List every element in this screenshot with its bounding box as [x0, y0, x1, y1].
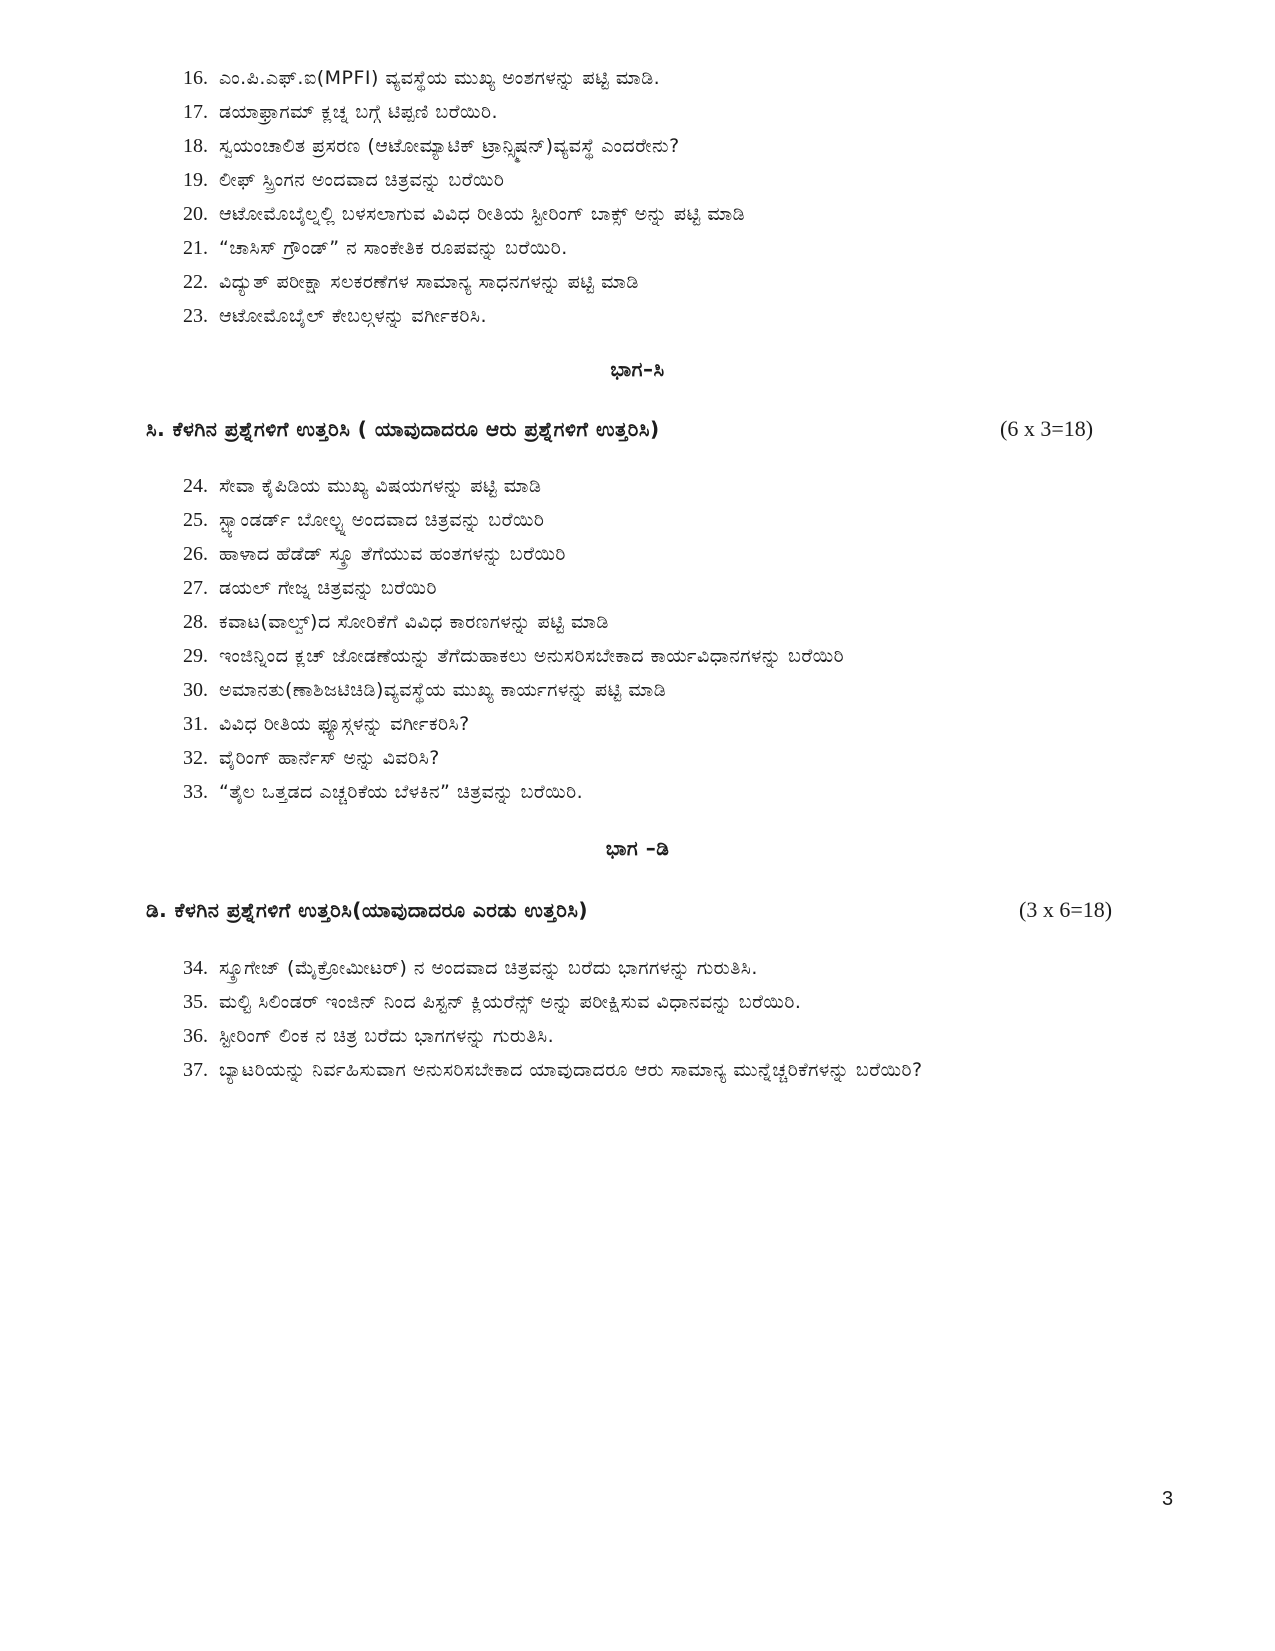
question-item: [183, 1019, 1183, 1053]
question-item: [183, 707, 1183, 741]
question-list-b: [183, 61, 1183, 333]
question-text: ಲೀಫ್ ಸ್ಪ್ರಿಂಗನ ಅಂದವಾದ ಚಿತ್ರವನ್ನು ಬರೆಯಿರಿ: [219, 169, 505, 191]
question-list-c: [183, 469, 1183, 809]
page-number: 3: [1162, 1488, 1174, 1510]
question-number: 26.: [183, 543, 208, 565]
question-text: ಎಂ.ಪಿ.ಎಫ್.ಐ(MPFI) ವ್ಯವಸ್ಥೆಯ ಮುಖ್ಯ ಅಂಶಗಳನ್ನು ಪಟ್ಟಿ ಮಾಡಿ.: [219, 67, 661, 89]
question-item: [183, 299, 1183, 333]
question-number: 19.: [183, 169, 208, 191]
question-item: [183, 951, 1183, 985]
question-item: [183, 95, 1183, 129]
question-text: ಸ್ಕ್ರೂಗೇಜ್ (ಮೈಕ್ರೋಮೀಟರ್) ನ ಅಂದವಾದ ಚಿತ್ರವನ್ನು ಬರೆದು ಭಾಗಗಳನ್ನು ಗುರುತಿಸಿ.: [219, 957, 758, 979]
question-number: 30.: [183, 679, 208, 701]
question-item: [183, 231, 1183, 265]
question-item: [183, 537, 1183, 571]
question-number: 36.: [183, 1025, 208, 1047]
question-number: 18.: [183, 135, 208, 157]
question-number: 21.: [183, 237, 208, 259]
question-number: 27.: [183, 577, 208, 599]
question-text: ಸ್ವಯಂಚಾಲಿತ ಪ್ರಸರಣ (ಆಟೋಮ್ಯಾಟಿಕ್ ಟ್ರಾನ್ಸ್ಮಿಷನ್)ವ್ಯವಸ್ಥೆ ಎಂದರೇನು?: [219, 135, 680, 157]
question-item: [183, 163, 1183, 197]
question-number: 37.: [183, 1059, 208, 1081]
question-text: ವಿದ್ಯುತ್ ಪರೀಕ್ಷಾ ಸಲಕರಣೆಗಳ ಸಾಮಾನ್ಯ ಸಾಧನಗಳನ್ನು ಪಟ್ಟಿ ಮಾಡಿ: [219, 271, 639, 293]
question-number: 17.: [183, 101, 208, 123]
question-item: [183, 265, 1183, 299]
question-text: ಬ್ಯಾಟರಿಯನ್ನು ನಿರ್ವಹಿಸುವಾಗ ಅನುಸರಿಸಬೇಕಾದ ಯಾವುದಾದರೂ ಆರು ಸಾಮಾನ್ಯ ಮುನ್ನೆಚ್ಚರಿಕೆಗಳನ್ನು ಬರೆಯಿರಿ?: [219, 1059, 923, 1081]
question-number: 28.: [183, 611, 208, 633]
question-number: 24.: [183, 475, 208, 497]
question-text: ಡಯಲ್ ಗೇಜ್ನ ಚಿತ್ರವನ್ನು ಬರೆಯಿರಿ: [219, 577, 438, 599]
section-d-instruction: ಡಿ. ಕೆಳಗಿನ ಪ್ರಶ್ನೆಗಳಿಗೆ ಉತ್ತರಿಸಿ(ಯಾವುದಾದರೂ ಎರಡು ಉತ್ತರಿಸಿ): [146, 898, 589, 922]
section-d-title: ಭಾಗ –ಡಿ: [605, 836, 670, 860]
question-number: 29.: [183, 645, 208, 667]
question-item: [183, 985, 1183, 1019]
question-number: 25.: [183, 509, 208, 531]
question-number: 34.: [183, 957, 208, 979]
question-text: ಮಲ್ಟಿ ಸಿಲಿಂಡರ್ ಇಂಜಿನ್ ನಿಂದ ಪಿಸ್ಟನ್ ಕ್ಲಿಯರೆನ್ಸ್ ಅನ್ನು ಪರೀಕ್ಷಿಸುವ ವಿಧಾನವನ್ನು ಬರೆಯಿರಿ.: [219, 991, 802, 1013]
question-text: ವೈರಿಂಗ್ ಹಾರ್ನೆಸ್ ಅನ್ನು ವಿವರಿಸಿ?: [219, 747, 440, 769]
question-number: 32.: [183, 747, 208, 769]
question-number: 20.: [183, 203, 208, 225]
question-text: ಇಂಜಿನ್ನಿಂದ ಕ್ಲಚ್ ಜೋಡಣೆಯನ್ನು ತೆಗೆದುಹಾಕಲು ಅನುಸರಿಸಬೇಕಾದ ಕಾರ್ಯವಿಧಾನಗಳನ್ನು ಬರೆಯಿರಿ: [219, 645, 845, 667]
question-text: ವಿವಿಧ ರೀತಿಯ ಫ್ಯೂಸ್ಗಳನ್ನು ವರ್ಗೀಕರಿಸಿ?: [219, 713, 470, 735]
question-item: [183, 469, 1183, 503]
question-text: ಆಟೋಮೊಬೈಲ್ನಲ್ಲಿ ಬಳಸಲಾಗುವ ವಿವಿಧ ರೀತಿಯ ಸ್ಟೀರಿಂಗ್ ಬಾಕ್ಸ್ ಅನ್ನು ಪಟ್ಟಿ ಮಾಡಿ: [219, 203, 746, 225]
question-item: [183, 639, 1183, 673]
question-item: [183, 197, 1183, 231]
question-text: “ತೈಲ ಒತ್ತಡದ ಎಚ್ಚರಿಕೆಯ ಬೆಳಕಿನ” ಚಿತ್ರವನ್ನು ಬರೆಯಿರಿ.: [219, 781, 584, 803]
question-number: 22.: [183, 271, 208, 293]
section-c-marks: (6 x 3=18): [1000, 416, 1094, 441]
question-text: “ಚಾಸಿಸ್ ಗ್ರೌಂಡ್” ನ ಸಾಂಕೇತಿಕ ರೂಪವನ್ನು ಬರೆಯಿರಿ.: [219, 237, 568, 259]
question-item: [183, 571, 1183, 605]
question-item: [183, 129, 1183, 163]
question-text: ಸ್ಟ್ಯಾಂಡರ್ಡ್ ಬೋಲ್ಟ್ನ ಅಂದವಾದ ಚಿತ್ರವನ್ನು ಬರೆಯಿರಿ: [219, 509, 545, 531]
question-number: 23.: [183, 305, 208, 327]
question-item: [183, 605, 1183, 639]
question-text: ಸೇವಾ ಕೈಪಿಡಿಯ ಮುಖ್ಯ ವಿಷಯಗಳನ್ನು ಪಟ್ಟಿ ಮಾಡಿ: [219, 475, 542, 497]
question-item: [183, 775, 1183, 809]
question-number: 16.: [183, 67, 208, 89]
question-text: ಅಮಾನತು(ಣಾಶಿಜಟಿಚಿಡಿ)ವ್ಯವಸ್ಥೆಯ ಮುಖ್ಯ ಕಾರ್ಯಗಳನ್ನು ಪಟ್ಟಿ ಮಾಡಿ: [219, 679, 667, 701]
question-text: ಹಾಳಾದ ಹೆಡೆಡ್ ಸ್ಕ್ರೂ ತೆಗೆಯುವ ಹಂತಗಳನ್ನು ಬರೆಯಿರಿ: [219, 543, 566, 565]
question-number: 33.: [183, 781, 208, 803]
question-number: 35.: [183, 991, 208, 1013]
question-text: ಸ್ಟೀರಿಂಗ್ ಲಿಂಕ ನ ಚಿತ್ರ ಬರೆದು ಭಾಗಗಳನ್ನು ಗುರುತಿಸಿ.: [219, 1025, 555, 1047]
question-text: ಆಟೋಮೊಬೈಲ್ ಕೇಬಲ್ಗಳನ್ನು ವರ್ಗೀಕರಿಸಿ.: [219, 305, 488, 327]
section-c-title: ಭಾಗ–ಸಿ: [610, 357, 665, 381]
question-item: [183, 503, 1183, 537]
question-item: [183, 741, 1183, 775]
section-c-instruction: ಸಿ. ಕೆಳಗಿನ ಪ್ರಶ್ನೆಗಳಿಗೆ ಉತ್ತರಿಸಿ ( ಯಾವುದಾದರೂ ಆರು ಪ್ರಶ್ನೆಗಳಿಗೆ ಉತ್ತರಿಸಿ): [146, 417, 660, 441]
section-d-marks: (3 x 6=18): [1019, 897, 1113, 922]
question-list-d: [183, 951, 1183, 1087]
question-item: [183, 1053, 1183, 1087]
question-item: [183, 61, 1183, 95]
question-text: ಡಯಾಫ್ರಾಗಮ್ ಕ್ಲಚ್ನ ಬಗ್ಗೆ ಟಿಪ್ಪಣಿ ಬರೆಯಿರಿ.: [219, 101, 499, 123]
question-item: [183, 673, 1183, 707]
question-number: 31.: [183, 713, 208, 735]
question-text: ಕವಾಟ(ವಾಲ್ವ್)ದ ಸೋರಿಕೆಗೆ ವಿವಿಧ ಕಾರಣಗಳನ್ನು ಪಟ್ಟಿ ಮಾಡಿ: [219, 611, 609, 633]
